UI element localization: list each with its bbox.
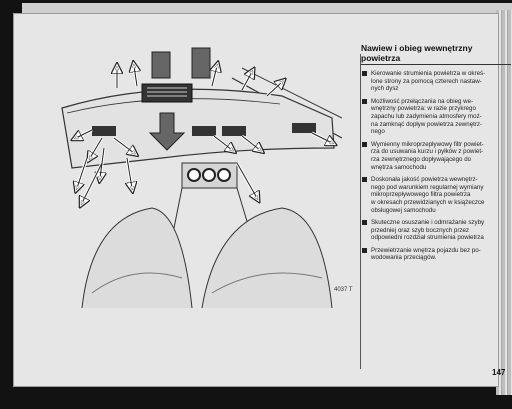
bullet-line: wnętrza samochodu bbox=[371, 163, 427, 171]
bullet-line: obsługowej samochodu bbox=[371, 206, 436, 214]
bullet-item bbox=[361, 247, 507, 262]
bullet-line: rza zewnętrznego dopływającego do bbox=[371, 155, 472, 163]
bullet-line: Wymienny mikroprzepływowy filtr powiet- bbox=[371, 140, 484, 148]
bullet-item bbox=[361, 176, 507, 214]
bullet-line: mikroprzepływowego filtra powietrza bbox=[371, 191, 471, 199]
page-number: 147 bbox=[492, 368, 506, 377]
section-title-line: Nawiew i obieg wewnętrzny bbox=[361, 43, 473, 53]
section-title bbox=[361, 43, 507, 63]
bullet-square-icon bbox=[362, 142, 367, 147]
bullet-line: Skuteczne osuszanie i odmrażanie szyby bbox=[371, 219, 485, 227]
bullet-line: Doskonała jakość powietrza wewnętrz- bbox=[371, 176, 478, 184]
bullet-line: lone strony za pomocą czterech nastaw- bbox=[371, 77, 482, 85]
bullet-line: nego pod warunkiem regularnej wymiany bbox=[371, 183, 484, 191]
bullet-line: Kierowanie strumienia powietrza w okreś- bbox=[371, 70, 486, 77]
section-title-line: powietrza bbox=[361, 53, 401, 63]
bullet-line: przedniej oraz szyb bocznych przez bbox=[371, 226, 470, 234]
bullet-line: odpowiedni rozdział strumienia powietrza bbox=[371, 234, 484, 242]
manual-page bbox=[14, 14, 506, 386]
bullet-line: na zamknąć dopływ powietrza zewnętrz- bbox=[371, 120, 483, 128]
bullet-line: Przewietrzanie wnętrza pojazdu bez po- bbox=[371, 246, 481, 254]
bullet-line: Możliwość przełączania na obieg we- bbox=[371, 97, 474, 105]
title-underline bbox=[361, 64, 511, 65]
figure-code: 4037 T bbox=[334, 287, 353, 293]
bullet-line: nego bbox=[371, 128, 385, 136]
bullet-line: wnętrzny powietrza: w razie przykrego bbox=[371, 105, 476, 113]
bullet-line: zapachu lub zadymienia atmosfery moż- bbox=[371, 112, 482, 120]
bullet-item bbox=[361, 141, 507, 171]
bullet-item bbox=[361, 98, 507, 136]
bullet-square-icon bbox=[362, 220, 367, 225]
bullet-line: nych dysz bbox=[371, 85, 399, 93]
text-column bbox=[357, 43, 507, 267]
bullet-line: w okresach przewidzianych w książeczce bbox=[371, 198, 485, 206]
bullet-square-icon bbox=[362, 177, 367, 182]
bullet-line: wodowania przeciągów. bbox=[371, 254, 437, 262]
bullet-square-icon bbox=[362, 71, 367, 76]
bullet-line: rza do usuwania kurzu i pyłków z powiet- bbox=[371, 148, 484, 156]
bullet-item bbox=[361, 70, 507, 93]
bullet-item bbox=[361, 219, 507, 242]
dashboard-air-vents-illustration bbox=[42, 38, 342, 308]
bullet-square-icon bbox=[362, 248, 367, 253]
bullet-square-icon bbox=[362, 99, 367, 104]
